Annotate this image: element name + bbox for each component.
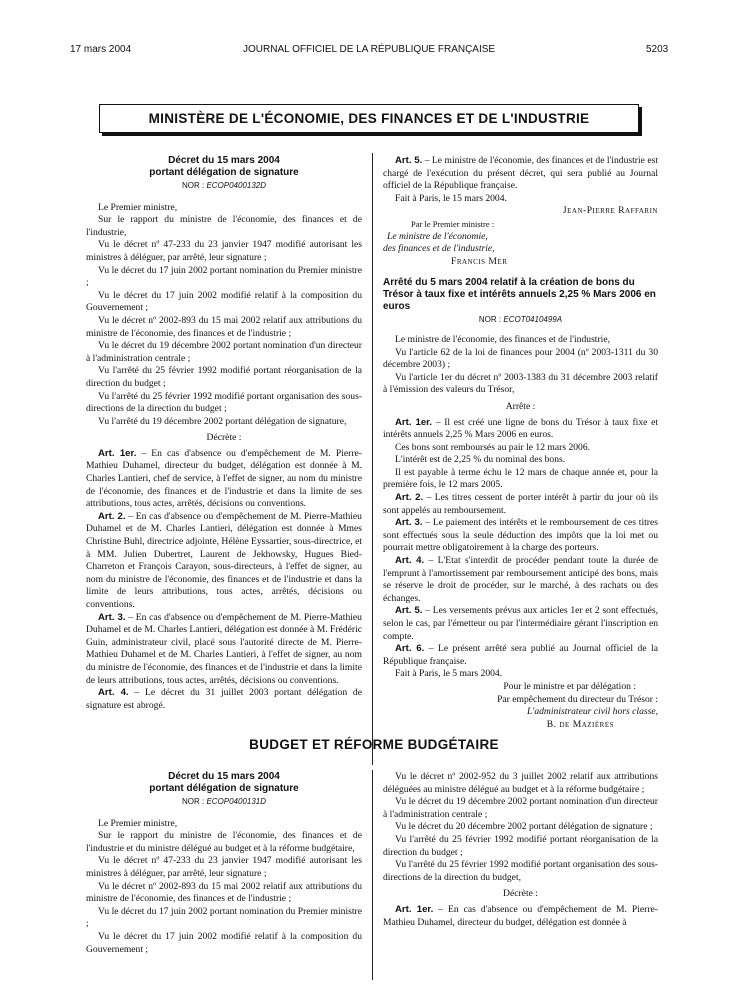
article-text: – Les titres cessent de porter intérêt à partir du jour où ils sont appelés au remboursement. xyxy=(383,492,658,516)
fait-line: Fait à Paris, le 15 mars 2004. xyxy=(395,192,507,204)
header-page-number: 5203 xyxy=(646,44,669,55)
decret-2-continued-column xyxy=(383,771,658,929)
paragraph: Vu le décret du 17 juin 2002 portant nomination du Premier ministre ; xyxy=(86,905,362,930)
paragraph: Vu le décret du 19 décembre 2002 portant nomination d'un directeur à l'administration centrale ; xyxy=(383,796,658,820)
paragraph: Vu le décret du 17 juin 2002 modifié relatif à la composition du Gouvernement ; xyxy=(86,930,362,955)
article-2 xyxy=(383,492,658,517)
article-label: Art. 2. xyxy=(395,492,424,504)
article-4 xyxy=(383,555,658,605)
article-label: Art. 1er. xyxy=(395,416,433,428)
decret-1-subtitle: portant délégation de signature xyxy=(149,167,299,178)
paragraph: Sur le rapport du ministre de l'économie, des finances et de l'industrie, xyxy=(86,214,362,238)
right-column xyxy=(383,155,658,731)
decrete-word: Décrète : xyxy=(206,432,242,444)
minister-name: Francis Mer xyxy=(451,255,508,267)
paragraph: Vu l'article 1er du décret nº 2003-1383 du 31 décembre 2003 relatif à l'émission des valeurs du Trésor, xyxy=(383,371,658,396)
article-text: – En cas d'absence ou d'empêchement de M. Pierre-Mathieu Duhamel, directeur du budget, délégation est donnée à xyxy=(383,903,658,928)
paragraph: Vu l'arrêté du 25 février 1992 modifié portant organisation des sous-directions de la direction du budget, xyxy=(383,859,658,883)
article-label: Art. 5. xyxy=(395,155,423,166)
minister-title-2: des finances et de l'industrie, xyxy=(383,243,495,255)
paragraph: Sur le rapport du ministre de l'économie, des finances et de l'industrie et du ministre délégué au budget et à la réforme budgétaire, xyxy=(86,830,362,854)
header-journal-title: JOURNAL OFFICIEL DE LA RÉPUBLIQUE FRANÇAISE xyxy=(243,44,496,55)
paragraph: Il est payable à terme échu le 12 mars de chaque année et, pour la première fois, le 12 mars 2005. xyxy=(383,466,658,491)
paragraph: Vu le décret nº 2002-893 du 15 mai 2002 relatif aux attributions du ministre de l'économie, des finances et de l'industrie ; xyxy=(86,314,362,339)
paragraph: Vu le décret nº 47-233 du 23 janvier 1947 modifié autorisant les ministres à déléguer, par arrêté, leur signature ; xyxy=(86,855,362,879)
article-3 xyxy=(86,612,362,688)
paragraph: Vu le décret nº 2002-952 du 3 juillet 2002 relatif aux attributions déléguées au ministre délégué au budget et à la réforme budgétaire ; xyxy=(383,771,658,795)
nor-label: NOR : xyxy=(478,315,502,325)
paragraph: Vu le décret du 20 décembre 2002 portant délégation de signature ; xyxy=(395,821,653,833)
decret-2-column xyxy=(86,771,362,956)
column-divider xyxy=(372,770,373,980)
decret-2-subtitle: portant délégation de signature xyxy=(149,783,299,794)
article-text: – En cas d'absence ou d'empêchement de M. Pierre-Mathieu Duhamel et de M. Charles Lantieri, délégation est donnée à M. Frédéric Guin, administrateur civil, placé sous l'autorité directe de M. Pierre-Mathieu Duhamel et de M. Charles Lantieri, à l'effet de signer, au nom du ministre de l'économie, des finances et de l'industrie et dans la limite de leurs attributions, tous actes, arrêtés, décisions ou conventions. xyxy=(86,611,362,686)
article-1 xyxy=(383,904,658,929)
article-text: – L'Etat s'interdit de procéder pendant toute la durée de l'emprunt à l'amortissement par remboursement anticipé des bons, mais se réserve le droit de procéder, sur le marché, à des rachats ou des échanges. xyxy=(383,555,658,604)
article-text: – En cas d'absence ou d'empêchement de M. Pierre-Mathieu Duhamel, directeur du budget, délégation est donnée à M. Charles Lantieri, chef de service, à l'effet de signer, au nom du ministre de l'économie, des finances et de l'industrie et dans la limite de ses attributions, tous actes, arrêtés, décisions ou conventions. xyxy=(86,447,362,510)
article-label: Art. 4. xyxy=(98,687,129,699)
article-text: – Le présent arrêté sera publié au Journal officiel de la République française. xyxy=(383,643,658,667)
article-3 xyxy=(383,517,658,555)
nor-code: ECOT0410499A xyxy=(503,315,563,325)
header-date: 17 mars 2004 xyxy=(70,44,132,55)
article-label: Art. 3. xyxy=(395,517,423,529)
column-divider xyxy=(372,153,373,765)
article-1 xyxy=(86,448,362,511)
arrete-word: Arrête : xyxy=(505,400,536,412)
paragraph: Le Premier ministre, xyxy=(98,817,178,829)
paragraph: Vu le décret du 17 juin 2002 portant nomination du Premier ministre ; xyxy=(86,264,362,289)
decret-1-nor xyxy=(86,180,362,193)
page-header xyxy=(0,0,748,60)
article-text: – Le paiement des intérêts et le remboursement de ces titres sont effectués sous la seule déduction des impôts que la loi met ou pourrait mettre obligatoirement à la charge des porteurs. xyxy=(383,517,658,554)
paragraph: Vu l'arrêté du 25 février 1992 modifié portant réorganisation de la direction du budget ; xyxy=(383,833,658,858)
article-label: Art. 4. xyxy=(395,555,425,567)
empechement-line: Par empêchement du directeur du Trésor : xyxy=(497,693,658,705)
article-text: – En cas d'absence ou d'empêchement de M. Pierre-Mathieu Duhamel et de M. Charles Lantieri, délégation est donnée à Mmes Christine Buhl, directrice adjointe, Hélène Eyssartier, sous-directrice, et à MM. Julien Dubertret, Laurent de Jekhowsky, Hugues Bied-Charreton et François Carayon, sous-directeurs, à l'effet de signer, au nom du ministre de l'économie, des finances et de l'industrie et dans la limite de leurs attributions, tous actes, arrêtés, décisions ou conventions. xyxy=(86,510,362,610)
article-text: – Le ministre de l'économie, des finances et de l'industrie est chargé de l'exécution du présent décret, qui sera publié au Journal officiel de la République française. xyxy=(383,155,658,192)
paragraph: Ces bons sont remboursés au pair le 12 mars 2006. xyxy=(395,441,591,453)
paragraph: Vu l'article 62 de la loi de finances pour 2004 (nº 2003-1311 du 30 décembre 2003) ; xyxy=(383,346,658,371)
article-5 xyxy=(383,155,658,193)
article-2 xyxy=(86,511,362,612)
arrete-nor xyxy=(383,314,658,327)
nor-label: NOR : xyxy=(181,181,205,190)
article-label: Art. 1er. xyxy=(98,447,137,459)
signatory-name: Jean-Pierre Raffarin xyxy=(562,205,658,217)
ministry-heading: MINISTÈRE DE L'ÉCONOMIE, DES FINANCES ET DE L'INDUSTRIE xyxy=(148,111,590,126)
paragraph: Le Premier ministre, xyxy=(98,201,178,213)
article-label: Art. 1er. xyxy=(395,903,434,915)
section-heading-budget: BUDGET ET RÉFORME BUDGÉTAIRE xyxy=(249,737,499,752)
article-4 xyxy=(86,687,362,712)
article-5 xyxy=(383,605,658,643)
minister-title-1: Le ministre de l'économie, xyxy=(387,230,488,242)
nor-label: NOR : xyxy=(181,797,205,806)
decret-1-column xyxy=(86,155,362,712)
fait-line: Fait à Paris, le 5 mars 2004. xyxy=(395,668,503,680)
ministry-heading-box xyxy=(99,104,639,133)
paragraph: Vu l'arrêté du 19 décembre 2002 portant délégation de signature, xyxy=(98,415,347,427)
paragraph: Vu l'arrêté du 25 février 1992 modifié portant organisation des sous-directions de la direction du budget ; xyxy=(86,390,362,415)
paragraph: Le ministre de l'économie, des finances et de l'industrie, xyxy=(395,333,610,345)
paragraph: Vu le décret du 17 juin 2002 modifié relatif à la composition du Gouvernement ; xyxy=(86,289,362,314)
article-label: Art. 6. xyxy=(395,643,425,655)
decrete-word: Décrète : xyxy=(503,888,538,900)
arrete-title: Arrêté du 5 mars 2004 relatif à la création de bons du Trésor à taux fixe et intérêts annuels 2,25 % Mars 2006 en euros xyxy=(383,277,656,313)
article-text: – Il est créé une ligne de bons du Trésor à taux fixe et intérêts annuels 2,25 % Mars 2006 en euros. xyxy=(383,416,658,441)
paragraph: Vu l'arrêté du 25 février 1992 modifié portant réorganisation de la direction du budget ; xyxy=(86,365,362,389)
par-line: Par le Premier ministre : xyxy=(411,218,495,229)
nor-code: ECOP0400131D xyxy=(206,797,267,806)
paragraph: Vu le décret du 19 décembre 2002 portant nomination d'un directeur à l'administration centrale ; xyxy=(86,340,362,364)
article-label: Art. 5. xyxy=(395,605,423,617)
article-label: Art. 3. xyxy=(98,611,126,623)
admin-title: L'administrateur civil hors classe, xyxy=(526,706,658,718)
article-6 xyxy=(383,643,658,668)
paragraph: Vu le décret nº 47-233 du 23 janvier 1947 modifié autorisant les ministres à déléguer, par arrêté, leur signature ; xyxy=(86,239,362,263)
decret-2-nor xyxy=(86,796,362,809)
pour-line: Pour le ministre et par délégation : xyxy=(503,680,636,692)
article-label: Art. 2. xyxy=(98,510,126,522)
article-1 xyxy=(383,417,658,442)
paragraph: L'intérêt est de 2,25 % du nominal des bons. xyxy=(395,454,566,466)
article-text: – Les versements prévus aux articles 1er et 2 sont effectués, selon le cas, par l'émetteur ou par l'intermédiaire gérant l'inscription en compte. xyxy=(383,605,658,642)
decret-1-title: Décret du 15 mars 2004 xyxy=(168,155,280,166)
paragraph: Vu le décret nº 2002-893 du 15 mai 2002 relatif aux attributions du ministre de l'économie, des finances et de l'industrie ; xyxy=(86,880,362,905)
article-text: – Le décret du 31 juillet 2003 portant délégation de signature est abrogé. xyxy=(86,687,362,711)
nor-code: ECOP0400132D xyxy=(206,181,267,190)
admin-name: B. de Mazières xyxy=(546,718,614,730)
decret-2-title: Décret du 15 mars 2004 xyxy=(168,771,280,782)
